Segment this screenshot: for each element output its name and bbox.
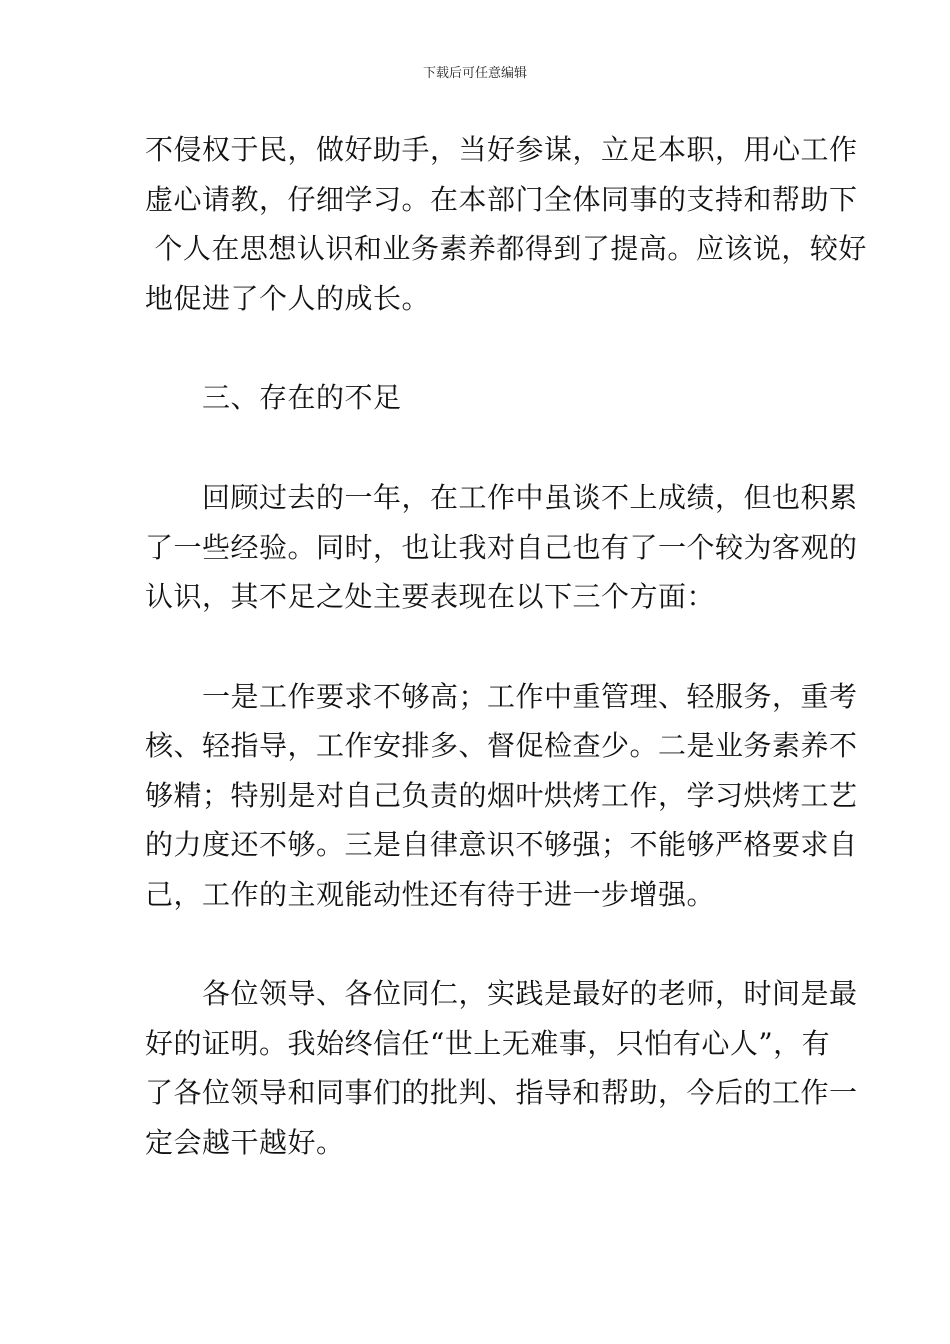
paragraph-line: 地促进了个人的成长。 <box>145 282 431 315</box>
paragraph-line: 回顾过去的一年，在工作中虽谈不上成绩，但也积累 <box>145 481 858 514</box>
paragraph-line: 够精；特别是对自己负责的烟叶烘烤工作，学习烘烤工艺 <box>145 779 858 812</box>
paragraph-line: 好的证明。我始终信任“世上无难事，只怕有心人”，有 <box>145 1027 831 1060</box>
paragraph-line: 己，工作的主观能动性还有待于进一步增强。 <box>145 878 716 911</box>
paragraph-line: 虚心请教，仔细学习。在本部门全体同事的支持和帮助下 <box>145 183 858 216</box>
paragraph-line: 一是工作要求不够高；工作中重管理、轻服务，重考 <box>145 680 858 713</box>
page-header: 下载后可任意编辑 <box>422 66 527 81</box>
paragraph-line: 认识，其不足之处主要表现在以下三个方面： <box>145 580 716 613</box>
paragraph-line: 定会越干越好。 <box>145 1126 345 1159</box>
paragraph-line: 的力度还不够。三是自律意识不够强；不能够严格要求自 <box>145 828 858 861</box>
paragraph-line: 个人在思想认识和业务素养都得到了提高。应该说，较好 <box>145 232 867 265</box>
paragraph-line: 了各位领导和同事们的批判、指导和帮助，今后的工作一 <box>145 1076 858 1109</box>
paragraph-line: 不侵权于民，做好助手，当好参谋，立足本职，用心工作 <box>145 133 858 166</box>
section-heading: 三、存在的不足 <box>145 381 402 414</box>
paragraph-line: 各位领导、各位同仁，实践是最好的老师，时间是最 <box>145 977 858 1010</box>
paragraph-line: 核、轻指导，工作安排多、督促检查少。二是业务素养不 <box>145 729 858 762</box>
paragraph-line: 了一些经验。同时，也让我对自己也有了一个较为客观的 <box>145 531 858 564</box>
